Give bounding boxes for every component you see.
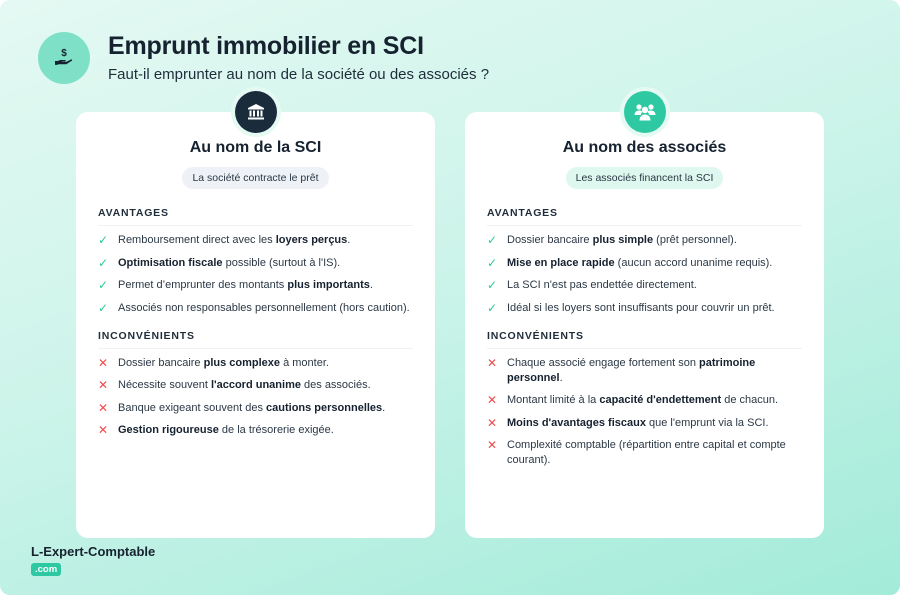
section-drawbacks: INCONVÉNIENTS xyxy=(487,330,802,349)
section-drawbacks: INCONVÉNIENTS xyxy=(98,330,413,349)
advantage-item xyxy=(487,278,802,293)
cross-icon: ✕ xyxy=(98,400,109,415)
section-advantages: AVANTAGES xyxy=(98,207,413,226)
drawback-item xyxy=(98,423,413,438)
item-text: Nécessite souvent l'accord unanime des associés. xyxy=(118,379,371,391)
drawback-item xyxy=(98,356,413,371)
item-text: Banque exigeant souvent des cautions personnelles. xyxy=(118,401,386,414)
item-text: Chaque associé engage fortement son patrimoine personnel. xyxy=(507,356,756,384)
card-title: Au nom de la SCI xyxy=(189,139,322,156)
check-icon: ✓ xyxy=(487,233,498,247)
check-icon: ✓ xyxy=(487,300,498,315)
card-tag: Les associés financent la SCI xyxy=(566,167,724,189)
advantage-item xyxy=(487,233,802,248)
cross-icon: ✕ xyxy=(487,393,498,407)
item-text: La SCI n'est pas endettée directement. xyxy=(507,279,697,291)
check-icon: ✓ xyxy=(98,300,109,315)
item-text: Complexité comptable (répartition entre capital et compte courant). xyxy=(507,439,786,466)
card-badge xyxy=(235,91,277,133)
advantage-item xyxy=(98,301,413,316)
card-associes xyxy=(465,112,824,538)
advantage-item xyxy=(487,256,802,271)
item-text: Remboursement direct avec les loyers perçus. xyxy=(118,234,351,246)
item-text: Mise en place rapide (aucun accord unanime requis). xyxy=(507,256,773,269)
check-icon: ✓ xyxy=(98,255,109,270)
header-icon-circle xyxy=(38,32,90,84)
cross-icon: ✕ xyxy=(487,415,498,430)
bank-icon xyxy=(246,102,266,122)
drawback-item xyxy=(487,393,802,408)
item-text: Idéal si les loyers sont insuffisants pour couvrir un prêt. xyxy=(507,301,775,314)
cross-icon: ✕ xyxy=(487,438,498,452)
item-text: Gestion rigoureuse de la trésorerie exigée. xyxy=(118,424,334,436)
page-title: Emprunt immobilier en SCI xyxy=(108,32,424,60)
item-text: Dossier bancaire plus complexe à monter. xyxy=(118,356,329,369)
card-title: Au nom des associés xyxy=(562,139,727,156)
brand-tld: .com xyxy=(31,563,61,576)
advantages-list xyxy=(98,233,413,316)
hand-dollar-icon xyxy=(52,46,76,70)
card-sci xyxy=(76,112,435,538)
advantage-item xyxy=(98,278,413,293)
page-subtitle: Faut-il emprunter au nom de la société ou des associés ? xyxy=(108,66,490,83)
item-text: Moins d'avantages fiscaux que l'emprunt via la SCI. xyxy=(507,416,769,429)
brand-name: L-Expert-Comptable xyxy=(31,544,156,559)
card-tag: La société contracte le prêt xyxy=(182,167,328,189)
drawback-item xyxy=(487,438,802,468)
drawback-item xyxy=(98,378,413,393)
cross-icon: ✕ xyxy=(98,355,109,370)
brand-logo xyxy=(31,544,155,577)
item-text: Optimisation fiscale possible (surtout à l'IS). xyxy=(118,256,341,269)
item-text: Dossier bancaire plus simple (prêt personnel). xyxy=(507,234,737,246)
users-group-icon xyxy=(633,101,657,123)
item-text: Montant limité à la capacité d'endettement de chacun. xyxy=(507,394,779,406)
drawbacks-list xyxy=(98,356,413,439)
svg-text:$: $ xyxy=(61,48,67,59)
advantages-list xyxy=(487,233,802,316)
drawback-item xyxy=(98,401,413,416)
advantage-item xyxy=(98,256,413,271)
section-advantages: AVANTAGES xyxy=(487,207,802,226)
drawback-item xyxy=(487,356,802,386)
drawbacks-list xyxy=(487,356,802,469)
drawback-item xyxy=(487,416,802,431)
cross-icon: ✕ xyxy=(98,378,109,392)
cross-icon: ✕ xyxy=(487,355,498,370)
card-badge xyxy=(624,91,666,133)
check-icon: ✓ xyxy=(487,255,498,270)
check-icon: ✓ xyxy=(98,278,109,292)
check-icon: ✓ xyxy=(487,278,498,292)
advantage-item xyxy=(487,301,802,316)
item-text: Associés non responsables personnellement (hors caution). xyxy=(118,301,410,314)
cross-icon: ✕ xyxy=(98,423,109,437)
item-text: Permet d’emprunter des montants plus importants. xyxy=(118,279,373,291)
check-icon: ✓ xyxy=(98,233,109,247)
advantage-item xyxy=(98,233,413,248)
